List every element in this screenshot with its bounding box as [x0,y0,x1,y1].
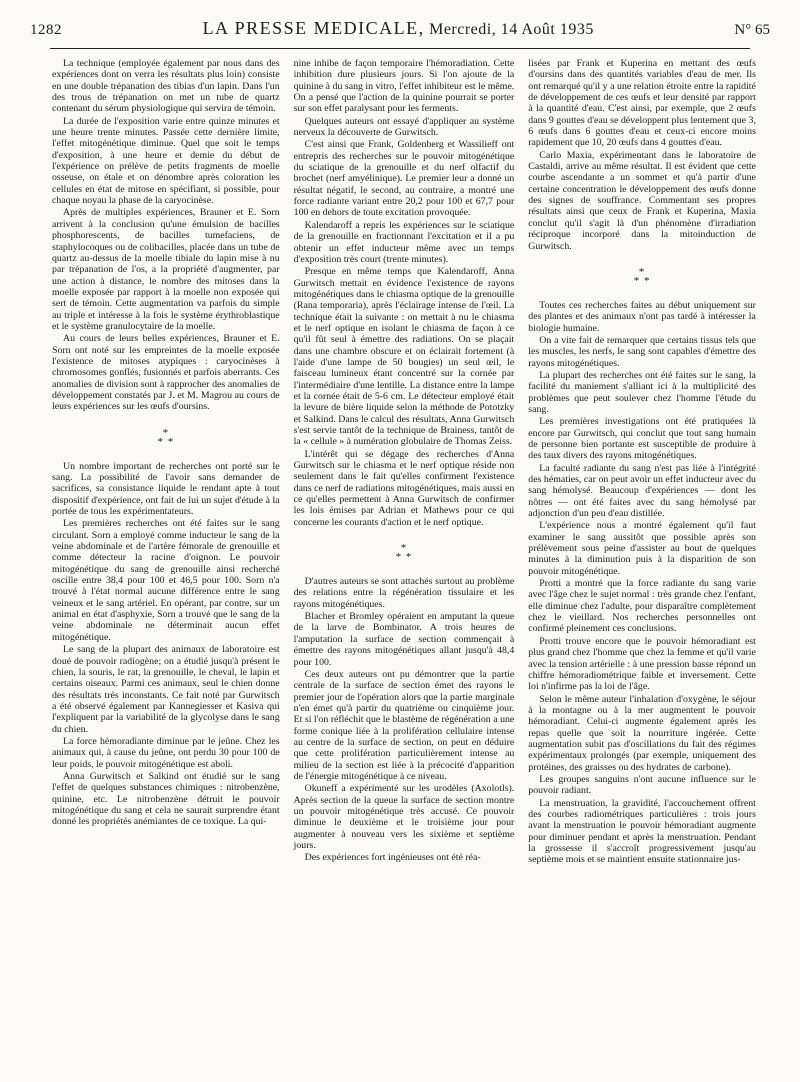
paragraph: Ces deux auteurs ont pu démontrer que la partie centrale de la surface de section émet des rayons le premier jour de l'opération alors que la partie marginale n'en émet qu'à partir du quatrième ou cinquième jour. Et si l'on réfléchit que le blastème de régénération a une forme conique liée à la prolifération cellulaire intense au centre de la surface de section, on peut en déduire que cette prolifération particulièrement intense au milieu de la section est liée à la précocité d'apparition de l'énergie mitogénétique à ce niveau. [293,668,515,782]
paragraph: La plupart des recherches ont été faites sur le sang, la facilité du maniement s'alliant ici à la multiplicité des problèmes que peut soulever chez l'homme l'étude du sang. [528,369,756,415]
paragraph: D'autres auteurs se sont attachés surtout au problème des relations entre la régénération tissulaire et les rayons mitogénétiques. [293,576,515,610]
separator-stars: * * [633,274,651,287]
section-separator [294,544,515,562]
paragraph: Blacher et Bromley opéraient en amputant la queue de la larve de Bombinator. A trois heures de l'amputation la surface de section commençait à émettre des rayons mitogénétiques allant jusqu'à 48,4 pour 100. [293,611,515,668]
paragraph: Des expériences fort ingénieuses ont été réa- [304,852,481,864]
paragraph: C'est ainsi que Frank, Goldenberg et Wassilieff ont entrepris des recherches sur le pouvoir mitogénétique du sciatique de la grenouille et du nerf olfactif du brochet (nerf amyélinique). Le premier leur a donné un résultat négatif, le second, au contraire, a montré une force radiante variant entre 20,2 pour 100 et 67,7 pour 100 en dehors de toute excitation provoquée. [293,139,515,219]
paragraph: Toutes ces recherches faites au début uniquement sur des plantes et des animaux n'ont pas tardé à intéresser la biologie humaine. [528,299,756,334]
separator-star: * [638,265,646,278]
paragraph: Le sang de la plupart des animaux de laboratoire est doué de pouvoir radiogène; on a étudié jusqu'à présent le chien, la souris, le rat, la grenouille, le cheval, le lapin et certains oiseaux. Parmi ces animaux, seul le chien donne des résultats très inconstants. Ce fait noté par Gurwitsch a été observé également par Kannegiesser et Kasiva qui l'expliquent par la variabilité de la glycolyse dans le sang du chien. [52,644,280,735]
column-1 [52,58,287,1064]
separator-star: * [400,542,408,555]
paragraph: Selon le même auteur l'inhalation d'oxygène, le séjour à la montagne ou à la mer augmentent le pouvoir hémoradiant. Celui-ci augmente également après les repas quelle que soit la nourriture ingérée. Cette augmentation subit pas d'oscillations du fait des régimes expérimentaux prolongés (par exemple, uniquement des protéines, des graisses ou des hydrates de carbone). [528,693,756,773]
paragraph: La faculté radiante du sang n'est pas liée à l'intégrité des hématies, car on peut avoir un effet inducteur avec du sang hémolysé. Beaucoup d'expériences — dont les nôtres — ont été faites avec du sang hémolysé par adjonction d'un peu d'eau distillée. [528,462,756,520]
paragraph: La menstruation, la gravidité, l'accouchement offrent des courbes radiométriques particulières : trois jours avant la menstruation le pouvoir hémoradiant augmente pour diminuer pendant et après la menstruation. Pendant la grossesse il s'accroît progressivement jusqu'au septième mois et se maintient ensuite stationnaire jus- [528,797,756,866]
paragraph: Un nombre important de recherches ont porté sur le sang. La possibilité de l'avoir sans demander de sacrifices, sa consistance liquide le rendant apte à tout dispositif d'expérience, ont fait de lui un sujet d'étude à la portée de tous les expérimentateurs. [52,460,280,518]
issue-number: N° 65 [734,22,770,38]
paragraph: Au cours de leurs belles expériences, Brauner et E. Sorn ont noté sur les empreintes de la moelle exposée l'existence de mitoses atypiques : caryocinèses à chromosomes gonflés, fusionnés et parfois aberrants. Ces anomalies de division sont à rapprocher des anomalies de développement constatés par J. et M. Magrou au cours de leurs expériences sur les œufs d'oursins. [52,333,280,413]
separator-stars: * * [157,435,175,448]
article-body [52,58,756,1064]
paragraph: Kalendaroff a repris les expériences sur le sciatique de la grenouille en fractionnant l'excitation et il a pu obtenir un effet inducteur même avec un temps d'exposition très court (trente minutes). [293,219,515,265]
paragraph: On a vite fait de remarquer que certains tissus tels que les muscles, les nerfs, le sang sont capables d'émettre des rayons mitogénétiques. [528,334,756,369]
journal-title-line [203,18,594,39]
paragraph: Okuneff a expérimenté sur les urodèles (Axolotls). Après section de la queue la surface de section montre un pouvoir mitogénétique très accusé. Ce pouvoir diminue le deuxième et le troisième jour pour augmenter à nouveau vers les sixième et septième jours. [293,783,515,851]
section-separator [528,265,756,287]
paragraph: L'expérience nous a montré également qu'il faut examiner le sang aussitôt que possible après son prélèvement sous peine d'assister au bout de quelques minutes à la diminution puis à la disparition de son pouvoir mitogénétique. [528,520,756,577]
paragraph: Quelques auteurs ont essayé d'appliquer au système nerveux la découverte de Gurwitsch. [293,115,515,139]
column-2 [287,58,522,1064]
paragraph: La force hémoradiante diminue par le jeûne. Chez les animaux qui, à cause du jeûne, ont perdu 30 pour 100 de leur poids, le pouvoir mitogénétique est aboli. [52,735,280,770]
paragraph: Après de multiples expériences, Brauner et E. Sorn arrivent à la conclusion qu'une émulsion de bacilles phosphorescents, de bacilles tumefaciens, de staphylocoques ou de colibacilles, placée dans un tube de quartz au-dessus de la moelle tibiale du lapin mise à nu par trépanation de l'os, a la propriété d'augmenter, par une action à distance, le nombre des mitoses dans la moelle exposée par rapport à la moelle non exposée qui sert de témoin. Cette augmentation va parfois du simple au triple et intéresse à la fois le système érythroblastique et le système granulocytaire de la moelle. [52,207,280,332]
page-header [30,18,770,46]
page-number: 1282 [30,22,62,38]
paragraph: L'intérêt qui se dégage des recherches d'Anna Gurwitsch sur le chiasma et le nerf optique réside non seulement dans le fait qu'elles confirment l'existence dans ce nerf de radiations mitogénétiques, mais aussi en ce qu'elles permettent à Anna Gurwitsch de confirmer les lois émises par Adrian et Mathews pour ce qui concerne les courants d'action et le nerf optique. [293,448,515,528]
paragraph: Protti a montré que la force radiante du sang varie avec l'âge chez le sujet normal : très grande chez l'enfant, elle diminue chez l'adulte, pour disparaître complètement chez le vieillard. Nos recherches personnelles ont confirmé pleinement ces conclusions. [528,578,756,635]
paragraph: La technique (employée également par nous dans des expériences dont on verra les résultats plus loin) consiste en une double trépanation des tibias d'un lapin. Dans l'un des trous de trépanation on met un tube de quartz contenant du sérum physiologique qui servira de témoin. [52,58,280,115]
column-3 [521,58,756,1064]
header-rule [50,48,750,49]
paragraph: Les premières investigations ont été pratiquées là encore par Gurwitsch, qui conclut que tout sang humain de personne bien portante est susceptible de produire à des taux divers des rayons mitogénétiques. [528,416,756,462]
journal-name: LA PRESSE MEDICALE, [202,18,425,38]
paragraph: La durée de l'exposition varie entre quinze minutes et une heure trente minutes. Passée cette dernière limite, l'effet mitogénétique diminue. Quel que soit le temps d'exposition, à une heure et demie du début de l'expérience on prélève de petits fragments de moelle osseuse, on étale et on dénombre après coloration les cellules en état de mitose en spécifiant, si possible, pour chaque noyau la phase de la caryocinèse. [52,115,280,207]
separator-stars: * * [395,551,413,564]
issue-date: Mercredi, 14 Août 1935 [429,21,594,38]
paragraph: Presque en même temps que Kalendaroff, Anna Gurwitsch mettait en évidence l'existence de rayons mitogénétiques dans le chiasma optique de la grenouille (Rana temporaria), après l'éclairage intense de l'œil. La technique était la suivante : on mettait à nu le chiasma et le nerf optique en isolant le chiasma de façon à ce qu'il fût seul à émettre des radiations. On se plaçait dans une chambre obscure et on éclairait fortement (à l'aide d'une lampe de 50 bougies) un seul œil, le faisceau lumineux étant concentré sur la cornée par l'intermédiaire d'une lentille. La distance entre la lampe et la cornée était de 5-6 cm. Le détecteur employé était la levure de bière liquide selon la méthode de Pototzky et Salkind. Dans le calcul des résultats, Anna Gurwitsch s'est servie tantôt de la technique de Brainess, tantôt de la « cellule » à numération globulaire de Thomas Zeiss. [293,266,515,448]
paragraph: Protti trouve encore que le pouvoir hémoradiant est plus grand chez l'homme que chez la femme et qu'il varie avec la tension artérielle : à une pression basse répond un chiffre hémoradiométrique faible et inversement. Cette loi n'infirme pas la loi de l'âge. [528,635,756,693]
paragraph: Anna Gurwitsch et Salkind ont étudié sur le sang l'effet de quelques substances chimiques : nitrobenzène, quinine, etc. Le nitrobenzène détruit le pouvoir mitogénétique du sang et cela ne saurait surprendre étant donné les propriétés anémiantes de ce toxique. La qui- [52,770,280,828]
paragraph: nine inhibe de façon temporaire l'hémoradiation. Cette inhibition dure plusieurs jours. Si l'on ajoute de la quinine à du sang in vitro, l'effet inhibiteur est le même. On a pensé que l'action de la quinine pourrait se porter sur son effet paralysant pour les ferments. [293,58,515,115]
paragraph: Les groupes sanguins n'ont aucune influence sur le pouvoir radiant. [528,773,756,797]
paragraph: Carlo Maxia, expérimentant dans le laboratoire de Castaldi, arrive au même résultat. Il est évident que cette courbe ascendante a un sommet et qu'à partir d'une certaine concentration le développement des œufs donne des signes de souffrance. Commentant ses propres résultats ainsi que ceux de Frank et Kuperina, Maxia conclut qu'il s'agit là d'un phénomène d'irradiation réciproque incorporé dans la mitoinduction de Gurwitsch. [528,149,756,252]
paragraph: lisées par Frank et Kuperina en mettant des œufs d'oursins dans des quantités variables d'eau de mer. Ils ont remarqué qu'il y a une relation étroite entre la rapidité de développement de ces œufs et leur densité par rapport à la quantité d'eau. C'est ainsi, par exemple, que 2 œufs dans 9 gouttes d'eau se développent plus lentement que 3, 6 œufs dans 6 gouttes d'eau et ceux-ci encore moins rapidement que 10, 20 œufs dans 4 gouttes d'eau. [528,58,756,149]
separator-star: * [162,426,170,439]
paragraph: Les premières recherches ont été faites sur le sang circulant. Sorn a employé comme inducteur le sang de la veine abdominale et de l'artère fémorale de grenouille et comme détecteur la racine d'oignon. Le pouvoir mitogénétique du sang de grenouille ainsi recherché oscille entre 38,4 pour 100 et 46,5 pour 100. Sorn n'a trouvé à l'état normal aucune différence entre le sang veineux et le sang artériel. En opérant, par contre, sur un animal en état d'asphyxie, Sorn a trouvé que le sang de la veine abdominale ne déterminait aucun effet mitogénétique. [52,518,280,643]
section-separator [52,426,280,448]
